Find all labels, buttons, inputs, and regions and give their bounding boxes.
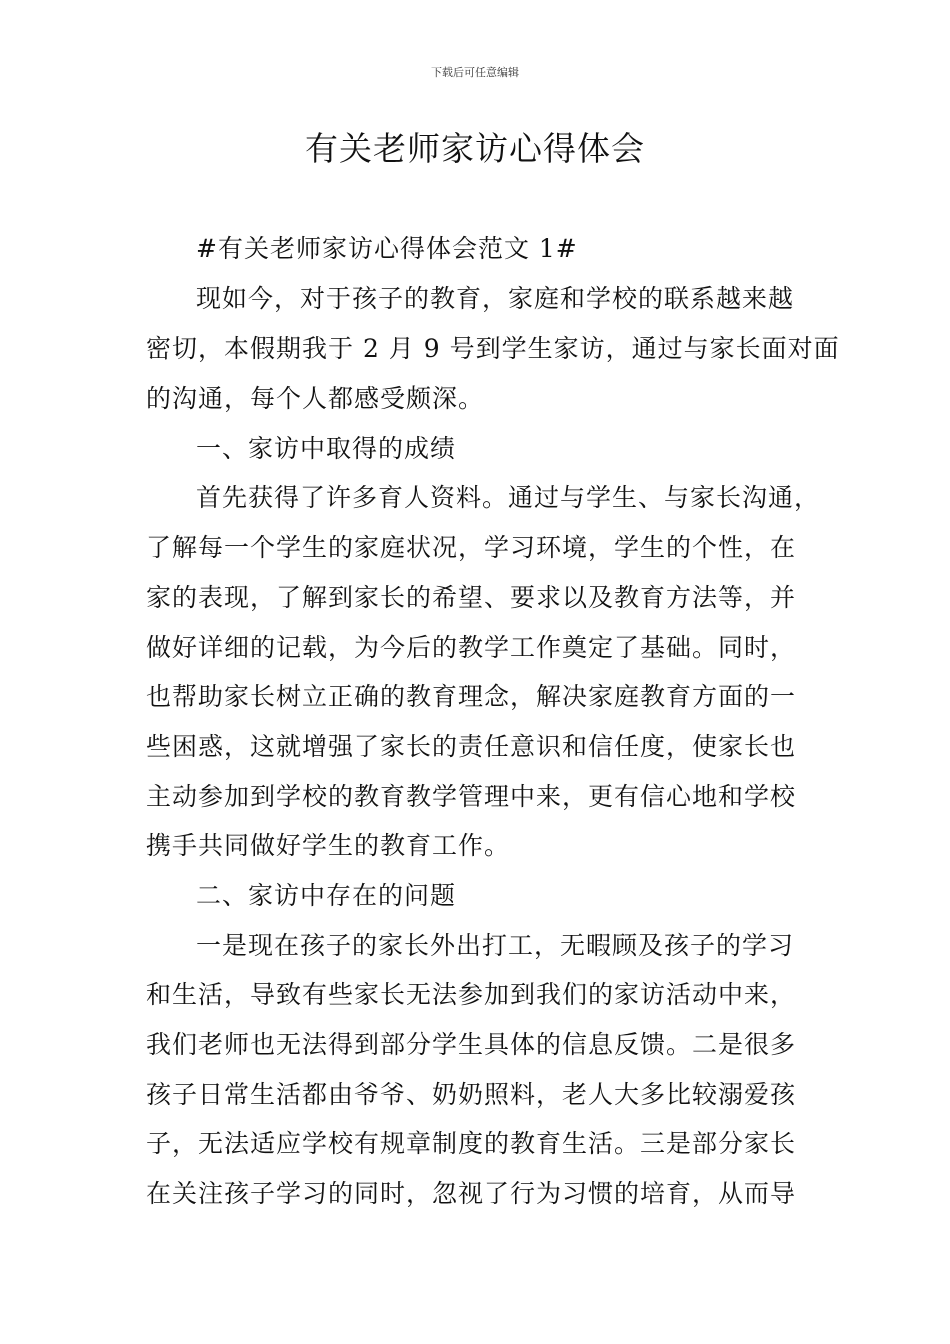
paragraph-line: 孩子日常生活都由爷爷、奶奶照料，老人大多比较溺爱孩 [146,1080,797,1109]
paragraph-line: 的沟通，每个人都感受颇深。 [146,384,485,413]
section-heading: 一、家访中取得的成绩 [196,434,457,463]
paragraph-line: 些困惑，这就增强了家长的责任意识和信任度，使家长也 [146,732,797,761]
paragraph-line: 在关注孩子学习的同时，忽视了行为习惯的培育，从而导 [146,1179,797,1208]
paragraph-line: 了解每一个学生的家庭状况，学习环境，学生的个性，在 [146,533,797,562]
paragraph-line: 家的表现，了解到家长的希望、要求以及教育方法等，并 [146,583,797,612]
document-title: 有关老师家访心得体会 [305,129,645,168]
paragraph-line: 首先获得了许多育人资料。通过与学生、与家长沟通， [196,483,821,512]
paragraph-line: 携手共同做好学生的教育工作。 [146,831,511,860]
subheading: #有关老师家访心得体会范文 1# [196,234,578,263]
paragraph-line: 一是现在孩子的家长外出打工，无暇顾及孩子的学习 [196,931,795,960]
paragraph-line: 密切，本假期我于 2 月 9 号到学生家访，通过与家长面对面 [146,334,840,363]
paragraph-line: 做好详细的记载，为今后的教学工作奠定了基础。同时， [146,633,797,662]
header-note: 下载后可任意编辑 [431,66,519,79]
paragraph-line: 子，无法适应学校有规章制度的教育生活。三是部分家长 [146,1129,797,1158]
paragraph-line: 和生活，导致有些家长无法参加到我们的家访活动中来， [146,980,797,1009]
paragraph-line: 主动参加到学校的教育教学管理中来，更有信心地和学校 [146,782,797,811]
paragraph-line: 也帮助家长树立正确的教育理念，解决家庭教育方面的一 [146,682,797,711]
section-heading: 二、家访中存在的问题 [196,881,457,910]
paragraph-line: 我们老师也无法得到部分学生具体的信息反馈。二是很多 [146,1030,797,1059]
paragraph-line: 现如今，对于孩子的教育，家庭和学校的联系越来越 [196,284,795,313]
